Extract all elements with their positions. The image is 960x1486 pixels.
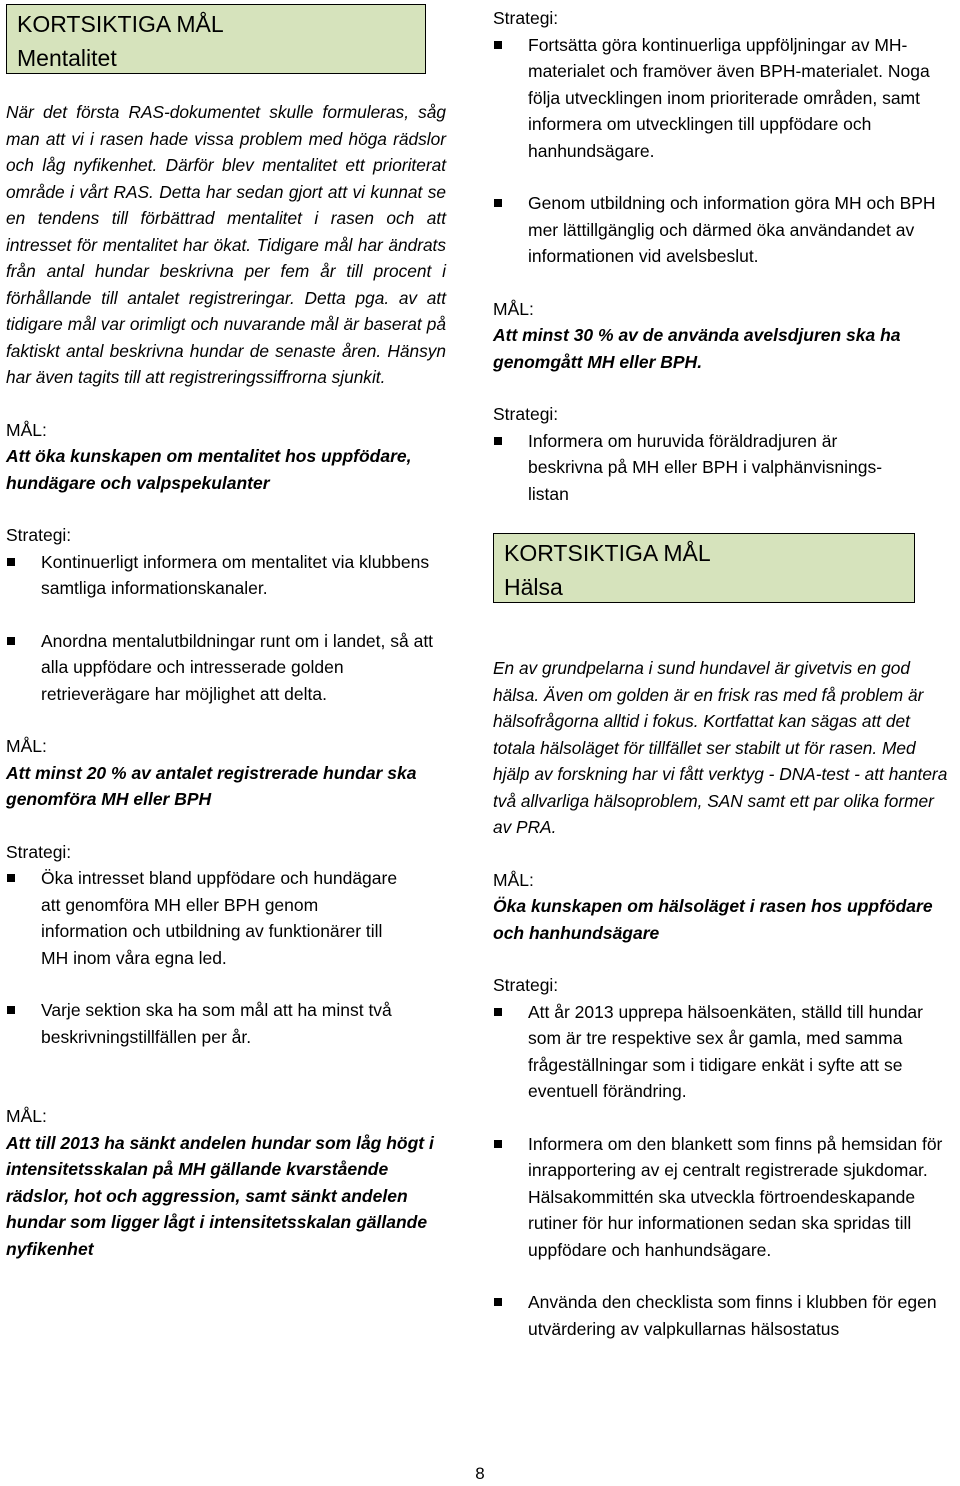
- bullet-square-icon: [494, 1298, 502, 1306]
- list-item: [6, 549, 446, 602]
- strategy-list: [493, 428, 955, 508]
- bullet-square-icon: [494, 41, 502, 49]
- list-item: [493, 1289, 955, 1342]
- list-item-text: Informera om den blankett som finns på hemsidan för inrapportering av ej centralt registrerade sjukdomar. Hälsakommittén ska utveckla förtroendeskapande rutiner för hur informationen sedan ska spridas till uppfödare och hanhundsägare.: [528, 1133, 943, 1260]
- list-item-text: Genom utbildning och information göra MH och BPH mer lättillgänglig och därmed öka användandet av informationen vid avelsbeslut.: [528, 193, 936, 266]
- bullet-square-icon: [494, 199, 502, 207]
- list-item-text: Fortsätta göra kontinuerliga uppföljningar av MH-materialet och framöver även BPH-materialet. Noga följa utvecklingen inom prioriterade områden, samt informera om utvecklingen till uppfödare och hanhundsägare.: [528, 34, 930, 161]
- strategy-list: [493, 999, 955, 1343]
- strategy-label: Strategi:: [493, 975, 559, 995]
- list-item: [6, 628, 446, 708]
- right-column: [493, 0, 955, 1342]
- page-number: 8: [475, 1464, 485, 1483]
- list-item-text: Varje sektion ska ha som mål att ha minst två beskrivningstillfällen per år.: [41, 1000, 392, 1047]
- goal-label: MÅL:: [6, 419, 47, 440]
- strategy-label: Strategi:: [493, 8, 559, 28]
- list-item-text: Informera om huruvida föräldradjuren är beskrivna på MH eller BPH i valphänvisnings-listan: [528, 430, 883, 504]
- intro-paragraph-halsa: En av grundpelarna i sund hundavel är givetvis en god hälsa. Även om golden är en frisk ras med få problem är hälsofrågorna alltid i fokus. Kortfattat kan sägas att det totala hälsoläget för tillfället ser stabilt ut för rasen. Med hjälp av forskning har vi fått verktyg - DNA-test - att hantera två allvarliga hälsoproblem, SAN samt ett par olika former av PRA.: [493, 658, 948, 837]
- goal-text: Att minst 30 % av de använda avelsdjuren ska ha genomgått MH eller BPH.: [493, 325, 901, 372]
- goal-text: Öka kunskapen om hälsoläget i rasen hos uppfödare och hanhundsägare: [493, 896, 933, 943]
- goal-text: Att till 2013 ha sänkt andelen hundar som låg högt i intensitetsskalan på MH gällande kvarstående rädslor, hot och aggression, samt sänkt andelen hundar som ligger lågt i intensitetsskalan gällande nyfikenhet: [6, 1132, 434, 1259]
- heading-line-1: KORTSIKTIGA MÅL: [504, 540, 711, 566]
- strategy-list: [493, 32, 955, 270]
- list-item-text: Öka intresset bland uppfödare och hundägare att genomföra MH eller BPH genom information och utbildning av funktionärer till MH inom våra egna led.: [41, 868, 398, 968]
- heading-line-2: Mentalitet: [17, 45, 117, 71]
- list-item: [6, 865, 446, 971]
- strategy-label: Strategi:: [6, 525, 72, 545]
- left-column: [6, 0, 446, 1262]
- section-heading-halsa: [493, 533, 915, 603]
- goal-label: MÅL:: [6, 1106, 47, 1126]
- list-item: [6, 997, 446, 1050]
- list-item-text: Använda den checklista som finns i klubben för egen utvärdering av valpkullarnas hälsostatus: [528, 1292, 937, 1339]
- list-item: [493, 428, 955, 508]
- bullet-square-icon: [7, 874, 15, 882]
- strategy-list: [6, 549, 446, 708]
- bullet-square-icon: [7, 1006, 15, 1014]
- strategy-list: [6, 865, 446, 1050]
- heading-line-1: KORTSIKTIGA MÅL: [17, 11, 224, 37]
- section-heading-mentalitet: [6, 4, 426, 74]
- bullet-square-icon: [7, 558, 15, 566]
- bullet-square-icon: [494, 1008, 502, 1016]
- list-item: [493, 32, 955, 165]
- goal-label: MÅL:: [6, 736, 47, 756]
- bullet-square-icon: [494, 437, 502, 445]
- strategy-label: Strategi:: [6, 841, 72, 862]
- list-item-text: Kontinuerligt informera om mentalitet via klubbens samtliga informationskanaler.: [41, 551, 430, 598]
- list-item: [493, 190, 955, 270]
- strategy-label: Strategi:: [493, 404, 559, 424]
- goal-text: Att minst 20 % av antalet registrerade hundar ska genomföra MH eller BPH: [6, 762, 417, 809]
- intro-paragraph-mentalitet: När det första RAS-dokumentet skulle formuleras, såg man att vi i rasen hade vissa problem med höga rädslor och låg nyfikenhet. Därför blev mentalitet ett prioriterat område i vårt RAS. Detta har sedan gjort att vi kunnat se en tendens till förbättrad mentalitet i rasen och att intresset för mentalitet har ökat. Tidigare mål har ändrats från antal hundar beskrivna per fem år till procent i förhållande till antalet registreringar. Detta pga. av att tidigare mål var orimligt och nuvarande mål är baserat på faktiskt antal beskrivna hundar de senaste åren. Hänsyn har även tagits till att registreringssiffrorna sjunkit.: [6, 102, 446, 387]
- list-item: [493, 999, 955, 1105]
- goal-label: MÅL:: [493, 869, 534, 890]
- list-item-text: Anordna mentalutbildningar runt om i landet, så att alla uppfödare och intresserade golden retrieverägare har möjlighet att delta.: [41, 630, 434, 704]
- bullet-square-icon: [494, 1140, 502, 1148]
- goal-label: MÅL:: [493, 298, 534, 319]
- bullet-square-icon: [7, 637, 15, 645]
- goal-text: Att öka kunskapen om mentalitet hos uppfödare, hundägare och valpspekulanter: [6, 446, 412, 493]
- list-item-text: Att år 2013 upprepa hälsoenkäten, ställd till hundar som är tre respektive sex år gamla, med samma frågeställningar som i tidigare enkät i syfte att se eventuell förändring.: [528, 1001, 923, 1101]
- heading-line-2: Hälsa: [504, 574, 563, 600]
- list-item: [493, 1131, 955, 1264]
